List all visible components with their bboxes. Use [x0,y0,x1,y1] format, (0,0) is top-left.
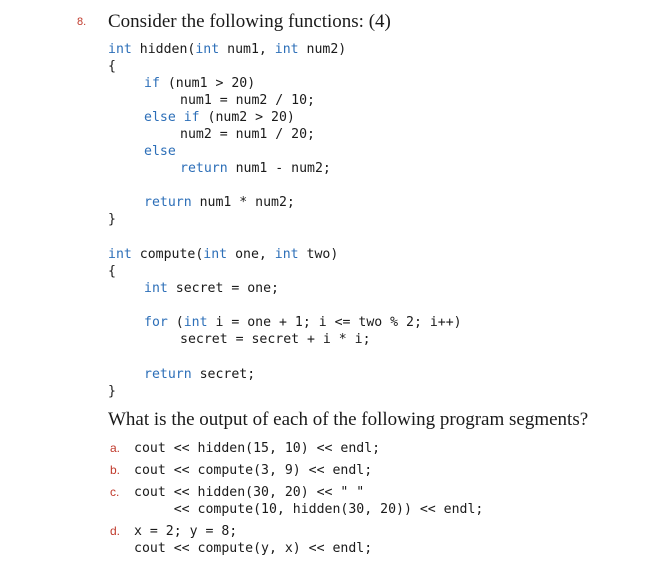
code-text: (num1 > 20) [159,76,256,91]
code-line [180,126,315,143]
code-keyword: return [144,195,192,210]
code-text: num1 - num2; [227,161,331,176]
code-text: secret = secret + i * i; [180,332,371,347]
part-label: a. [110,441,121,455]
part-code-line: cout << hidden(15, 10) << endl; [134,441,381,456]
code-line [144,109,295,126]
code-line [180,92,315,109]
output-question: What is the output of each of the following program segments? [108,409,589,430]
code-text: num2 = num1 / 20; [180,127,315,142]
problem-number: 8. [77,16,87,28]
code-keyword: return [180,161,228,176]
code-keyword: for [144,315,168,330]
code-text: secret; [191,367,256,382]
code-text: { [108,59,116,74]
code-keyword: int [203,247,228,262]
code-text: num2) [298,42,347,57]
part-label: b. [110,463,121,477]
part-code-line: x = 2; y = 8; [134,524,238,539]
code-line [180,160,331,177]
code-keyword: int [274,42,299,57]
code-keyword: int [183,315,208,330]
code-text: one, [227,247,275,262]
code-keyword: int [195,42,220,57]
code-line [144,366,255,383]
part-code-line: << compute(10, hidden(30, 20)) << endl; [134,502,484,517]
code-line [108,211,116,228]
code-keyword: else if [144,110,200,125]
part-label: c. [110,485,120,499]
code-line [180,331,371,348]
problem-prompt: Consider the following functions: (4) [108,11,391,32]
code-keyword: int [144,281,168,296]
code-text: hidden( [131,42,196,57]
part-label: d. [110,524,121,538]
code-keyword: int [274,247,299,262]
code-text: compute( [131,247,204,262]
code-text: ( [167,315,184,330]
code-text: i = one + 1; i <= two % 2; i++) [207,315,462,330]
code-text: { [108,264,116,279]
code-keyword: int [108,42,132,57]
part-code-line: cout << hidden(30, 20) << " " [134,485,365,500]
code-text: } [108,212,116,227]
code-text: (num2 > 20) [199,110,295,125]
code-line [108,263,116,280]
code-text: num1, [219,42,275,57]
code-line [144,143,176,160]
code-line [144,75,255,92]
code-line [144,314,462,331]
code-text: } [108,384,116,399]
code-keyword: return [144,367,192,382]
code-text: secret = one; [167,281,279,296]
code-line [144,194,295,211]
part-code-line: cout << compute(3, 9) << endl; [134,463,373,478]
code-line [144,280,279,297]
code-line [108,246,338,263]
code-text: num1 = num2 / 10; [180,93,315,108]
code-text: two) [298,247,339,262]
code-text: num1 * num2; [191,195,295,210]
code-line [108,383,116,400]
code-line [108,58,116,75]
code-keyword: if [144,76,160,91]
code-keyword: int [108,247,132,262]
code-keyword: else [144,144,176,159]
code-line [108,41,346,58]
part-code-line: cout << compute(y, x) << endl; [134,541,373,556]
